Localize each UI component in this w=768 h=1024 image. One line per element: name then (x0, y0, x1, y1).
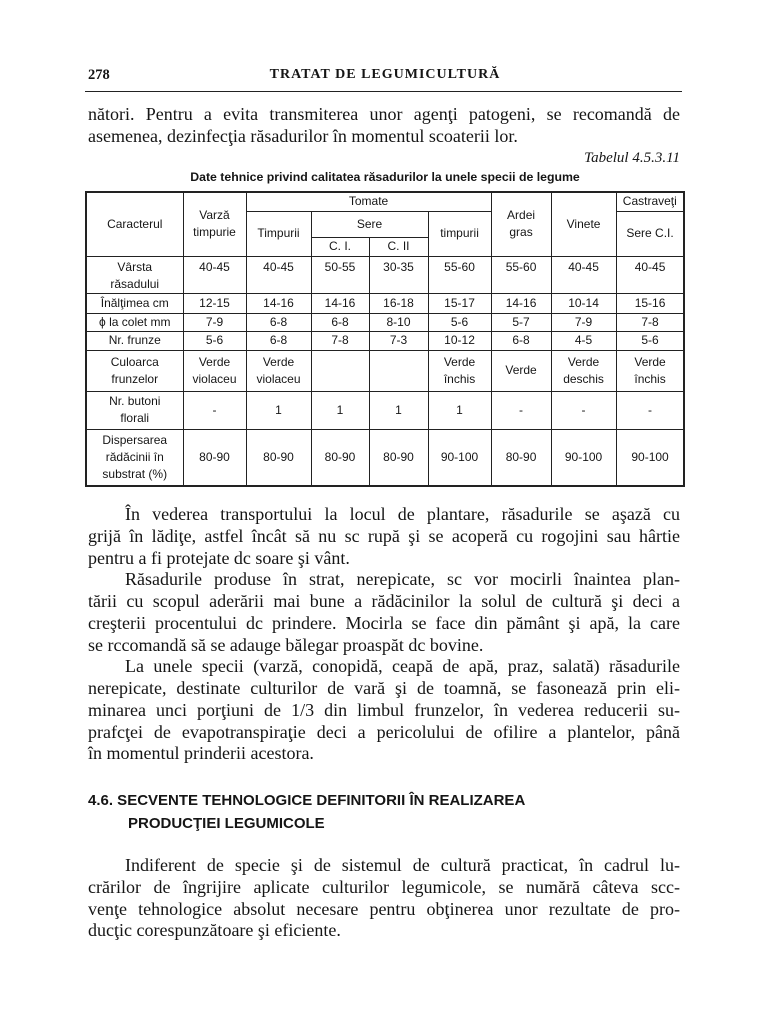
text-line: se rccomandă să se adauge bălegar proaspăt dc bovine. (88, 634, 484, 655)
table-cell: 40-45 (616, 256, 684, 293)
paragraph (88, 569, 680, 656)
table-header-row (86, 192, 684, 211)
body-paragraphs (88, 504, 680, 765)
paragraph (88, 504, 680, 569)
col-header-cucumbers-greenhouse: Sere C.I. (616, 211, 684, 256)
text-line: La unele specii (varză, conopidă, ceapă de apă, praz, salată) răsadurile (125, 656, 680, 677)
table-cell: 16-18 (369, 293, 428, 313)
col-header-early-cabbage (183, 192, 246, 256)
table-cell: 6-8 (491, 331, 551, 350)
table-cell: 40-45 (246, 256, 311, 293)
col-header-cycle-2: C. II (369, 237, 428, 256)
table-cell-empty (311, 350, 369, 391)
table-cell: 5-7 (491, 313, 551, 331)
col-header-characteristic: Caracterul (86, 192, 183, 256)
table-cell (616, 350, 684, 391)
table-cell: 10-14 (551, 293, 616, 313)
row-label (86, 256, 183, 293)
table-cell: 1 (311, 391, 369, 429)
table-cell: 7-3 (369, 331, 428, 350)
table-row (86, 350, 684, 391)
table-cell (183, 350, 246, 391)
table-cell: 80-90 (246, 429, 311, 486)
col-header-cucumbers: Castraveţi (616, 192, 684, 211)
cell-line: Verde (567, 354, 600, 369)
text-line: nerepicate, destinate culturilor de vară şi de toamnă, se fasonează prin eli- (88, 678, 680, 698)
cell-line: Verde (505, 363, 537, 377)
table-cell: - (491, 391, 551, 429)
text-line: minarea unci porţiuni de 1/3 din limbul frunzelor, în vederea reducerii su- (88, 699, 680, 720)
text-line: în momentul prinderii acestora. (88, 743, 314, 764)
cell-line: gras (509, 225, 533, 240)
table-cell: 90-100 (551, 429, 616, 486)
table-cell: 14-16 (491, 293, 551, 313)
table-cell: 6-8 (246, 331, 311, 350)
col-header-cucumbers-early: timpurii (428, 211, 491, 256)
table-cell: 12-15 (183, 293, 246, 313)
table-cell: 40-45 (183, 256, 246, 293)
section-heading-line: PRODUCŢIEI LEGUMICOLE (128, 815, 325, 832)
table-cell: 80-90 (311, 429, 369, 486)
cell-line: substrat (%) (102, 466, 168, 481)
cell-line: violaceu (192, 371, 237, 386)
cell-line: Nr. butoni (109, 394, 161, 408)
section-heading-line: 4.6. SECVENTE TEHNOLOGICE DEFINITORII ÎN REALIZAREA (88, 792, 526, 809)
table-cell: - (183, 391, 246, 429)
table-cell: 1 (428, 391, 491, 429)
table-title: Date tehnice privind calitatea răsadurilor la unele specii de legume (190, 170, 580, 184)
text-line: nători. Pentru a evita transmiterea unor agenţi patogeni, se recomandă de (88, 104, 680, 124)
table-row (86, 313, 684, 331)
cell-line: răsadului (110, 276, 160, 291)
table-cell: 90-100 (616, 429, 684, 486)
table-cell: 1 (369, 391, 428, 429)
cell-line: deschis (563, 371, 604, 386)
header-rule (85, 91, 682, 92)
closing-paragraph (88, 855, 680, 942)
table-cell: 55-60 (491, 256, 551, 293)
table-cell: 50-55 (311, 256, 369, 293)
cell-line: Dispersarea (102, 432, 168, 447)
col-header-eggplant: Vinete (551, 192, 616, 256)
table-cell: 90-100 (428, 429, 491, 486)
table-cell: 7-8 (616, 313, 684, 331)
table-row (86, 331, 684, 350)
table-cell: 6-8 (311, 313, 369, 331)
text-line: crărilor de îngrijire aplicate culturilor legumicole, se numără câteva scc- (88, 876, 680, 897)
table-number: Tabelul 4.5.3.11 (584, 150, 680, 166)
cell-line: închis (634, 371, 666, 386)
table-cell (246, 350, 311, 391)
cell-line: rădăcinii în (105, 449, 164, 464)
table-cell (428, 350, 491, 391)
cell-line: Verde (443, 354, 476, 369)
row-label: ϕ la colet mm (86, 313, 183, 331)
text-line: Indiferent de specie şi de sistemul de cultură practicat, în cadrul lu- (125, 855, 680, 875)
cell-line: Verde (198, 354, 231, 369)
text-line: tării cu scopul aderării mai bune a rădăcinilor la solul de cultură şi deci a (88, 591, 680, 611)
cell-line: închis (443, 371, 476, 386)
table-cell: 6-8 (246, 313, 311, 331)
cell-line: Verde (262, 354, 295, 369)
cell-line: Verde (634, 354, 666, 369)
table-cell: 7-8 (311, 331, 369, 350)
table-cell: 40-45 (551, 256, 616, 293)
text-line: ducţic corespunzătoare şi eficiente. (88, 920, 341, 941)
table-cell: 80-90 (491, 429, 551, 486)
table-cell: 1 (246, 391, 311, 429)
intro-paragraph (88, 104, 680, 148)
table-cell: 14-16 (311, 293, 369, 313)
cell-line: Vârsta (117, 259, 153, 274)
table-cell: 7-9 (183, 313, 246, 331)
text-line: grijă în lădiţe, astfel încât să nu sc rupă şi se acoperă cu rogojini sau hârtie (88, 525, 680, 546)
table-row (86, 256, 684, 293)
text-line: pentru a fi protejate dc soare şi vânt. (88, 547, 350, 568)
table-cell: 10-12 (428, 331, 491, 350)
table-cell: 15-17 (428, 293, 491, 313)
col-header-tomatoes-greenhouse: Sere (311, 211, 428, 237)
table-cell: 8-10 (369, 313, 428, 331)
cell-line: frunzelor (111, 371, 159, 386)
page-number: 278 (88, 67, 110, 83)
table-cell: 5-6 (616, 331, 684, 350)
text-line: venţe tehnologice absolut necesare pentru obţinerea unor rezultate de pro- (88, 898, 680, 919)
table-cell: - (616, 391, 684, 429)
cell-line: Culoarca (110, 354, 159, 369)
row-label (86, 429, 183, 486)
table-cell: 4-5 (551, 331, 616, 350)
table-cell: 80-90 (183, 429, 246, 486)
row-label (86, 391, 183, 429)
table-cell (551, 350, 616, 391)
table-cell: 55-60 (428, 256, 491, 293)
table-cell: - (551, 391, 616, 429)
text-line: asemenea, dezinfecţia răsadurilor în momentul scoaterii lor. (88, 125, 518, 146)
row-label (86, 350, 183, 391)
table-row (86, 429, 684, 486)
seedling-quality-table (85, 191, 685, 487)
text-line: creşterii procentului dc prindere. Mocirla se face din pământ şi apă, la care (88, 612, 680, 633)
col-header-tomatoes: Tomate (246, 192, 491, 211)
table-row (86, 293, 684, 313)
text-line: Răsadurile produse în strat, nerepicate, sc vor mocirli înaintea plan- (125, 569, 680, 590)
table-cell: 15-16 (616, 293, 684, 313)
paragraph (88, 656, 680, 765)
text-line: prafcţei de evapotranspiraţie deci a pericolului de ofilire a plantelor, până (88, 721, 680, 742)
table-cell-empty (369, 350, 428, 391)
cell-line: Varză (199, 208, 230, 223)
col-header-tomatoes-early: Timpurii (246, 211, 311, 256)
table-cell: 7-9 (551, 313, 616, 331)
cell-line: Ardei (507, 208, 536, 223)
table-cell: 14-16 (246, 293, 311, 313)
cell-line: violaceu (256, 371, 301, 386)
table-cell (491, 350, 551, 391)
row-label: Înălţimea cm (86, 293, 183, 313)
col-header-cycle-1: C. I. (311, 237, 369, 256)
table-cell: 30-35 (369, 256, 428, 293)
table-cell: 5-6 (183, 331, 246, 350)
table-cell: 80-90 (369, 429, 428, 486)
table-cell: 5-6 (428, 313, 491, 331)
table-row (86, 391, 684, 429)
running-title: TRATAT DE LEGUMICULTURĂ (269, 67, 501, 82)
cell-line: timpurie (193, 225, 236, 240)
row-label: Nr. frunze (86, 331, 183, 350)
text-line: În vederea transportului la locul de plantare, răsadurile se aşază cu (125, 504, 680, 524)
cell-line: florali (120, 411, 150, 425)
col-header-bell-pepper (491, 192, 551, 256)
section-heading (88, 789, 680, 835)
